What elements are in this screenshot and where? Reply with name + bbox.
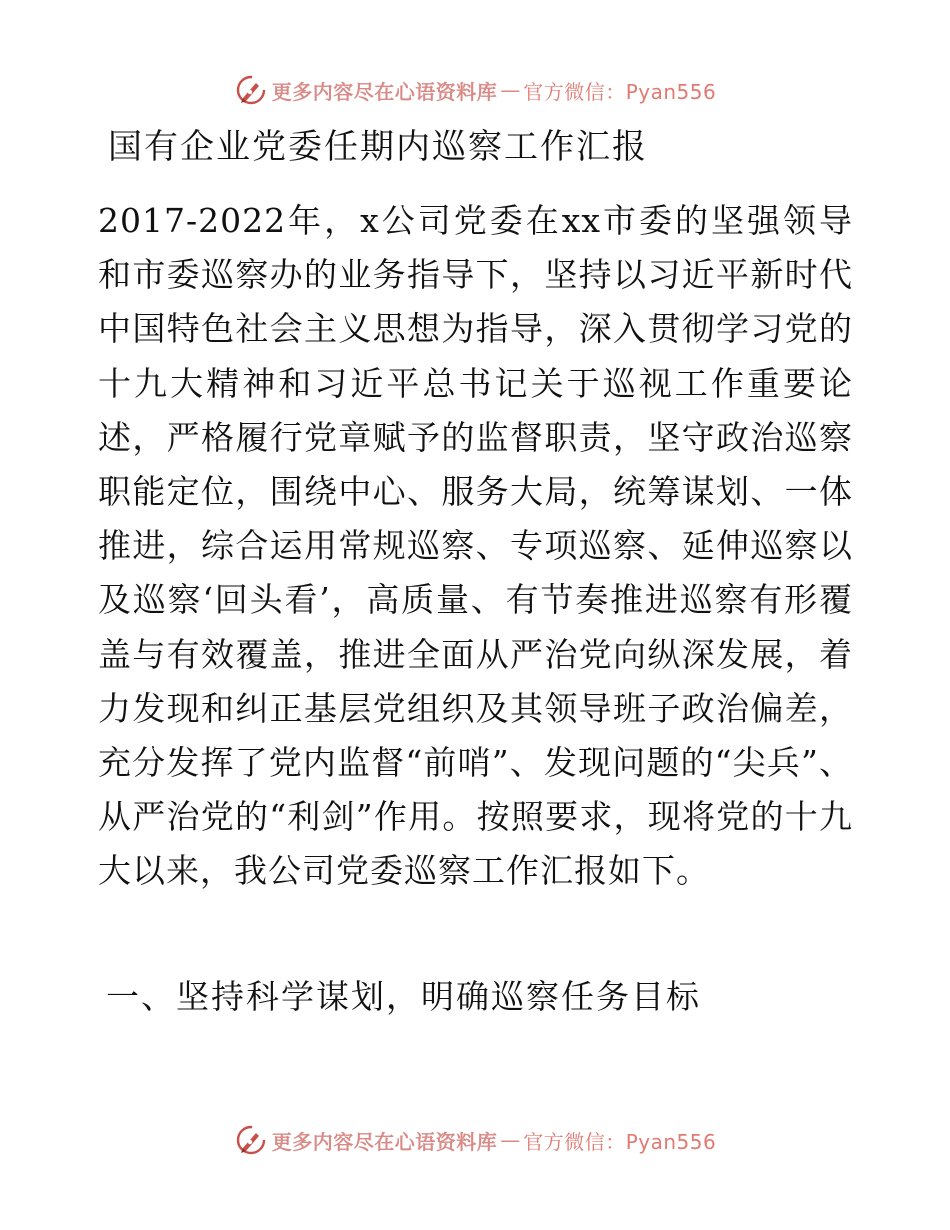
watermark-contact: 官方微信：Pyan556 — [523, 79, 717, 104]
pen-logo-icon — [234, 73, 268, 107]
body-paragraph: 2017-2022年，x公司党委在xx市委的坚强领导和市委巡察办的业务指导下，坚持以习近平新时代中国特色社会主义思想为指导，深入贯彻学习党的十九大精神和习近平总书记关于巡视工作重要论述，严格履行党章赋予的监督职责，坚守政治巡察职能定位，围绕中心、服务大局，统筹谋划、一体推进，综合运用常规巡察、专项巡察、延伸巡察以及巡察‘回头看’，高质量、有节奏推进巡察有形覆盖与有效覆盖，推进全面从严治党向纵深发展，着力发现和纠正基层党组织及其领导班子政治偏差，充分发挥了党内监督“前哨”、发现问题的“尖兵”、从严治党的“利剑”作用。按照要求，现将党的十九大以来，我公司党委巡察工作汇报如下。 — [98, 201, 853, 891]
footer-watermark — [0, 1120, 950, 1160]
watermark-contact: 官方微信：Pyan556 — [523, 1129, 717, 1154]
watermark-text: 更多内容尽在心语资料库 — [271, 79, 498, 104]
watermark-separator: — — [500, 1128, 521, 1152]
header-watermark — [0, 70, 950, 110]
watermark-text: 更多内容尽在心语资料库 — [271, 1129, 498, 1154]
watermark-separator: — — [500, 78, 521, 102]
section-heading: 一、坚持科学谋划，明确巡察任务目标 — [106, 977, 701, 1016]
document-title: 国有企业党委任期内巡察工作汇报 — [108, 127, 648, 167]
pen-logo-icon — [234, 1123, 268, 1157]
